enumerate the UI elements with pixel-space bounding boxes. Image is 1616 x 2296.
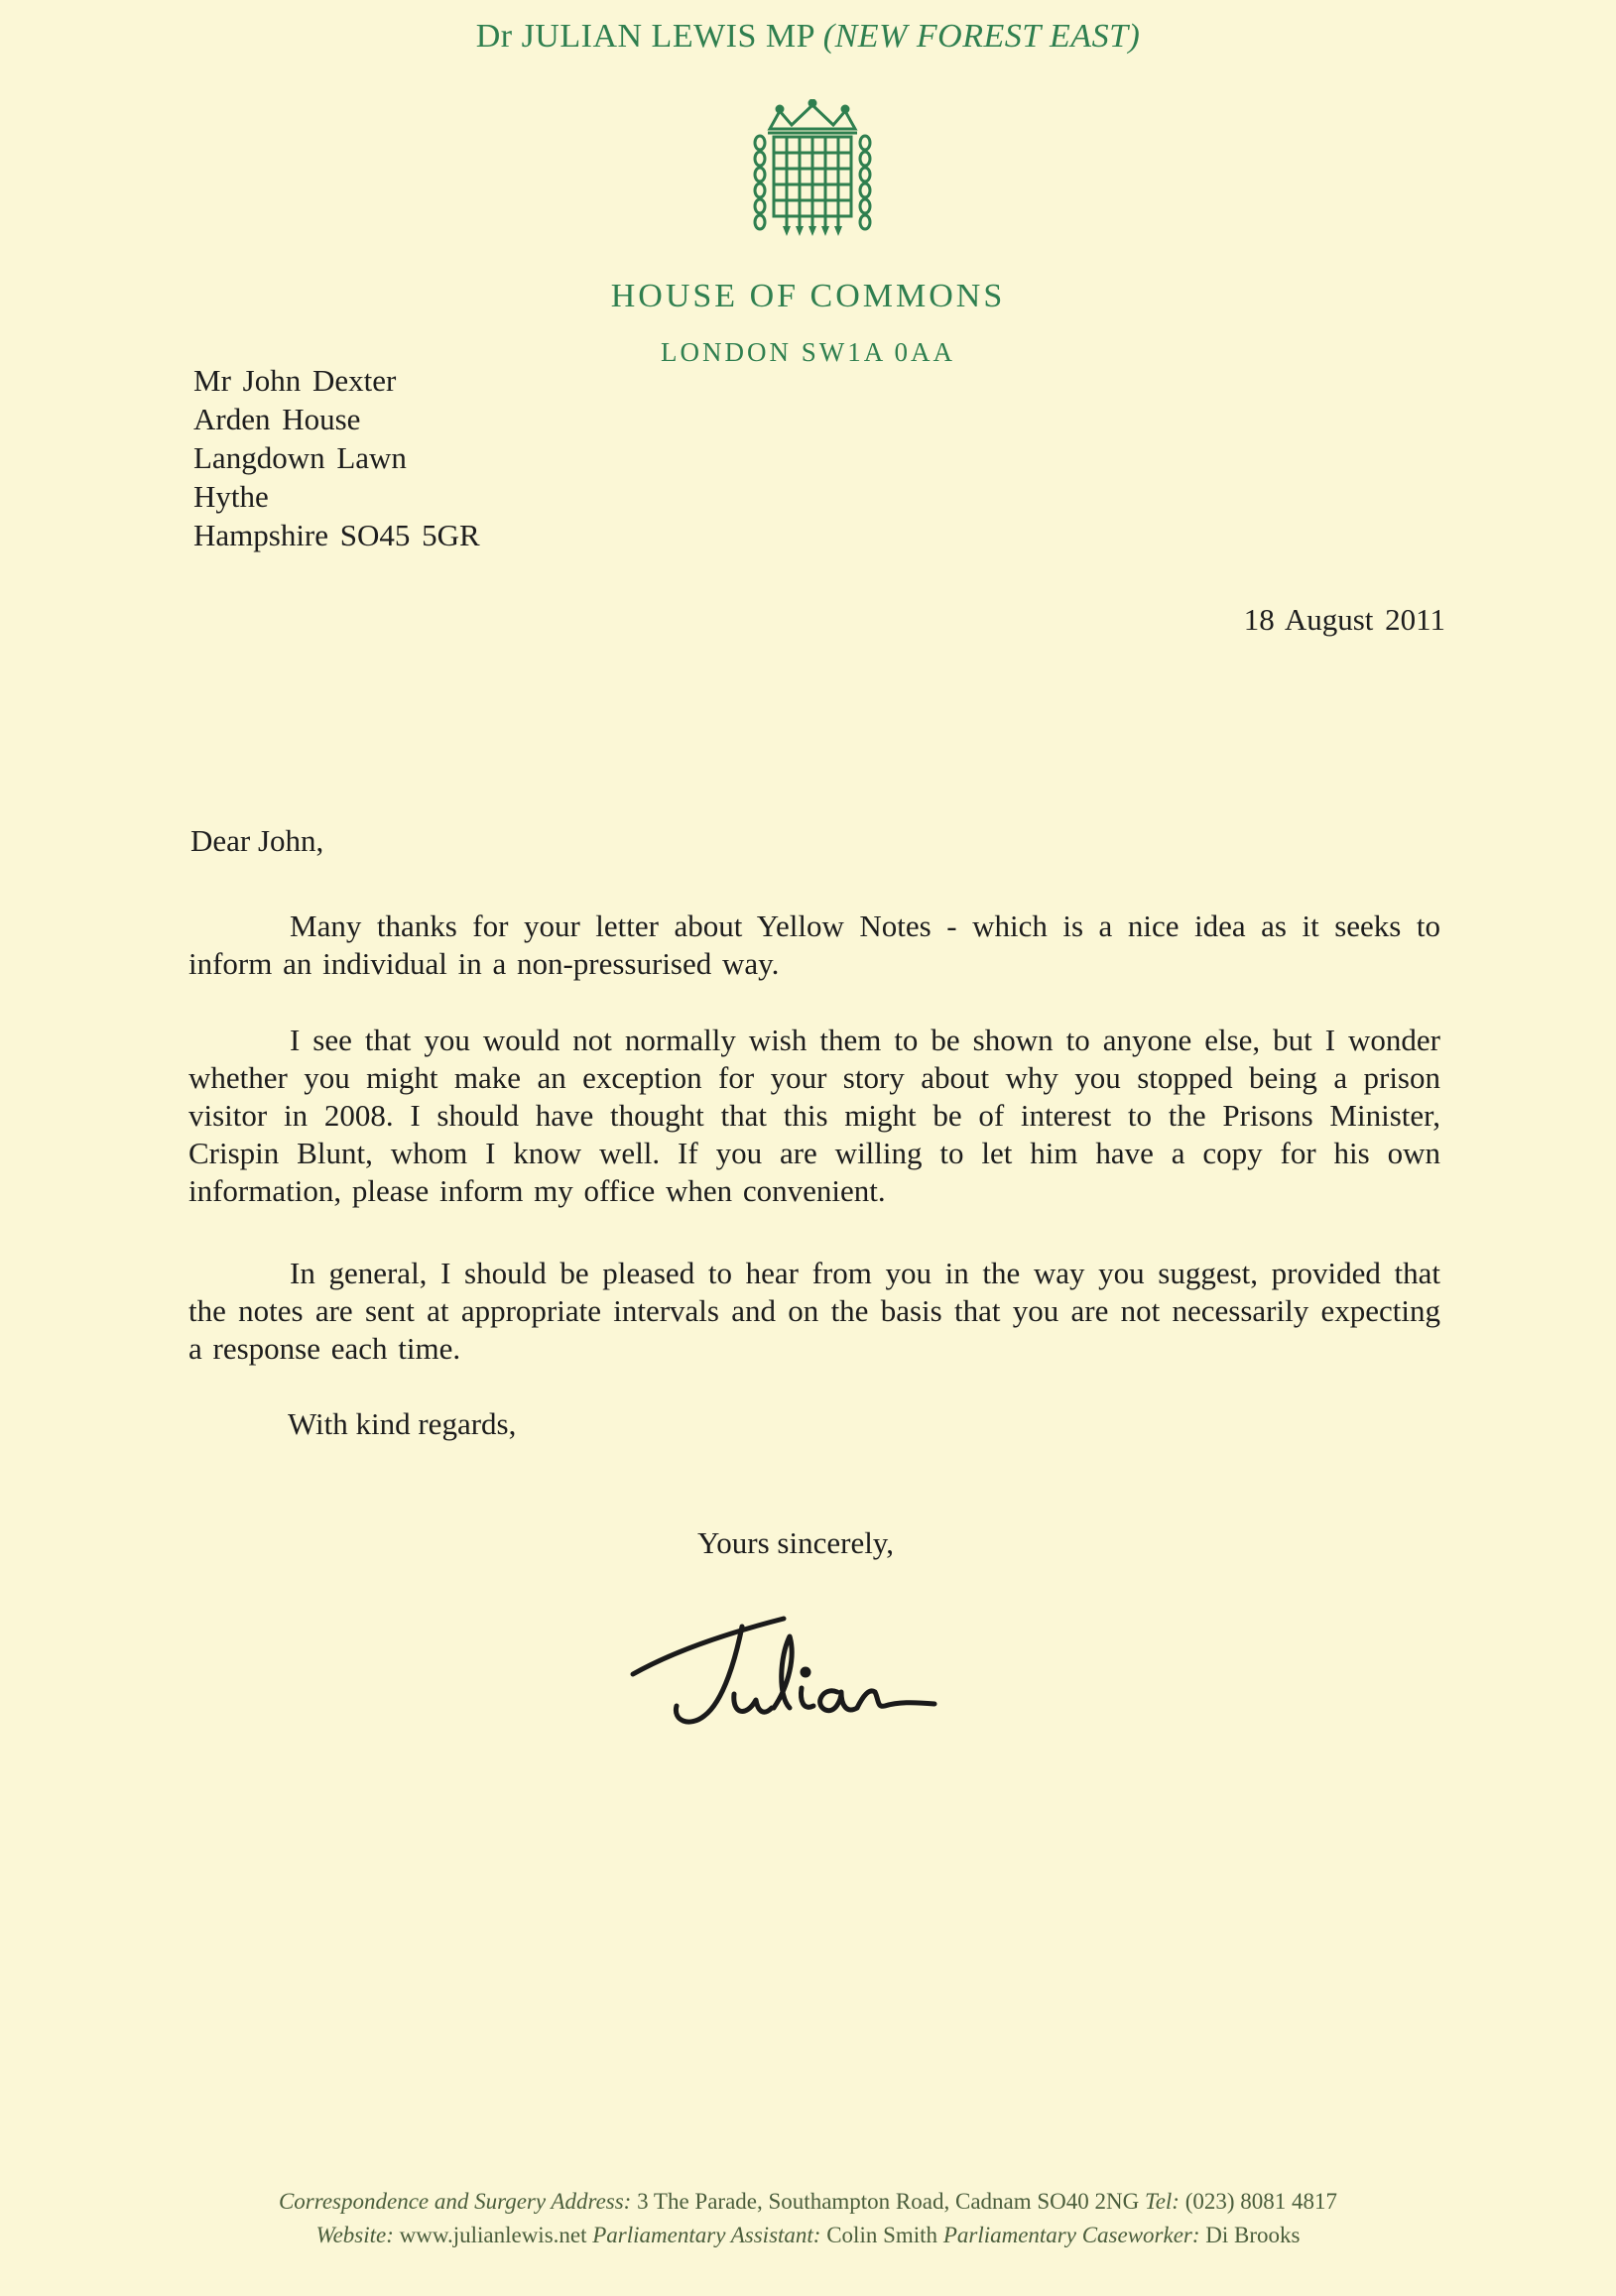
address-line: Arden House [193, 402, 361, 436]
body-paragraph: I see that you would not normally wish them to be shown to anyone else, but I wonder whether you might make an exception for your story about why you stopped being a prison visitor in 2008. I should have thought that this might be of interest to the Prisons Minister, Crispin Blunt, whom I know well. If you are willing to let him have a copy for his own information, please inform my office when convenient. [188, 1023, 1440, 1208]
address-line: Langdown Lawn [193, 440, 407, 475]
address-line: Mr John Dexter [193, 363, 397, 398]
footer-caseworker-label: Parliamentary Caseworker: [942, 2223, 1200, 2247]
body-paragraph: Many thanks for your letter about Yellow Notes - which is a nice idea as it seeks to inform an individual in a non-pressurised way. [188, 908, 1440, 981]
footer-tel: (023) 8081 4817 [1184, 2189, 1338, 2214]
footer-caseworker: Di Brooks [1205, 2223, 1301, 2247]
constituency: (NEW FOREST EAST) [822, 18, 1141, 55]
footer-tel-label: Tel: [1145, 2189, 1180, 2214]
sign-off: Yours sincerely, [697, 1525, 895, 1560]
address-line: Hythe [193, 479, 269, 514]
footer-website: www.julianlewis.net [399, 2223, 587, 2247]
letter-date: 18 August 2011 [1243, 602, 1445, 637]
handwritten-signature [625, 1597, 952, 1746]
salutation: Dear John, [190, 823, 324, 858]
address-line: Hampshire SO45 5GR [193, 518, 480, 552]
mp-name: Dr JULIAN LEWIS MP [475, 18, 814, 55]
footer-address: 3 The Parade, Southampton Road, Cadnam SO40 2NG [637, 2189, 1140, 2214]
body-paragraph: In general, I should be pleased to hear from you in the way you suggest, provided that the notes are sent at appropriate intervals and on the basis that you are not necessarily expecting a response each time. [188, 1256, 1440, 1366]
footer-website-label: Website: [315, 2223, 394, 2247]
institution-name: HOUSE OF COMMONS [610, 278, 1006, 314]
footer-contacts-line [0, 2223, 1616, 2248]
footer-address-line [0, 2189, 1616, 2215]
footer-assistant-label: Parliamentary Assistant: [592, 2223, 821, 2247]
recipient-address [193, 361, 480, 554]
letterhead-name [0, 18, 1616, 56]
closing-regards: With kind regards, [288, 1406, 517, 1441]
footer-assistant: Colin Smith [826, 2223, 938, 2247]
institution-address: LONDON SW1A 0AA [661, 337, 955, 367]
footer-address-label: Correspondence and Surgery Address: [278, 2189, 632, 2214]
portcullis-icon [750, 99, 875, 240]
